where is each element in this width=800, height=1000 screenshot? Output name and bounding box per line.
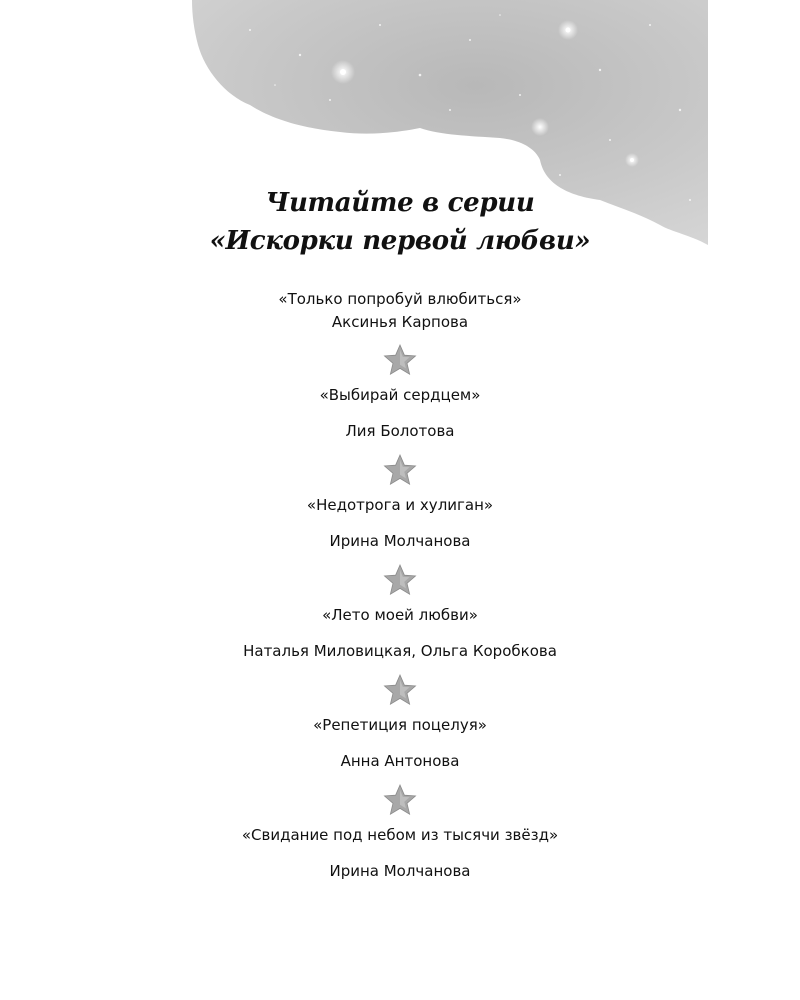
book-author: Наталья Миловицкая, Ольга Коробкова: [243, 642, 557, 660]
book-title: «Репетиция поцелуя»: [313, 716, 487, 734]
series-heading-line2: «Искорки первой любви»: [209, 226, 591, 256]
starry-cloud-decoration: [0, 0, 800, 260]
book-title: «Выбирай сердцем»: [319, 386, 481, 404]
book-author: Анна Антонова: [340, 752, 460, 770]
book-author: Ирина Молчанова: [329, 862, 471, 880]
star-icon: [382, 342, 418, 378]
book-title: «Недотрога и хулиган»: [306, 496, 494, 514]
star-icon: [382, 562, 418, 598]
star-icon: [382, 782, 418, 818]
book-title: «Лето моей любви»: [322, 606, 478, 624]
book-author: Ирина Молчанова: [329, 532, 471, 550]
book-title: «Свидание под небом из тысячи звёзд»: [241, 826, 559, 844]
star-icon: [382, 672, 418, 708]
series-heading-line1: Читайте в серии: [265, 188, 535, 218]
book-author: Аксинья Карпова: [331, 313, 469, 331]
book-author: Лия Болотова: [345, 422, 455, 440]
book-title: «Только попробуй влюбиться»: [278, 290, 522, 308]
star-icon: [382, 452, 418, 488]
